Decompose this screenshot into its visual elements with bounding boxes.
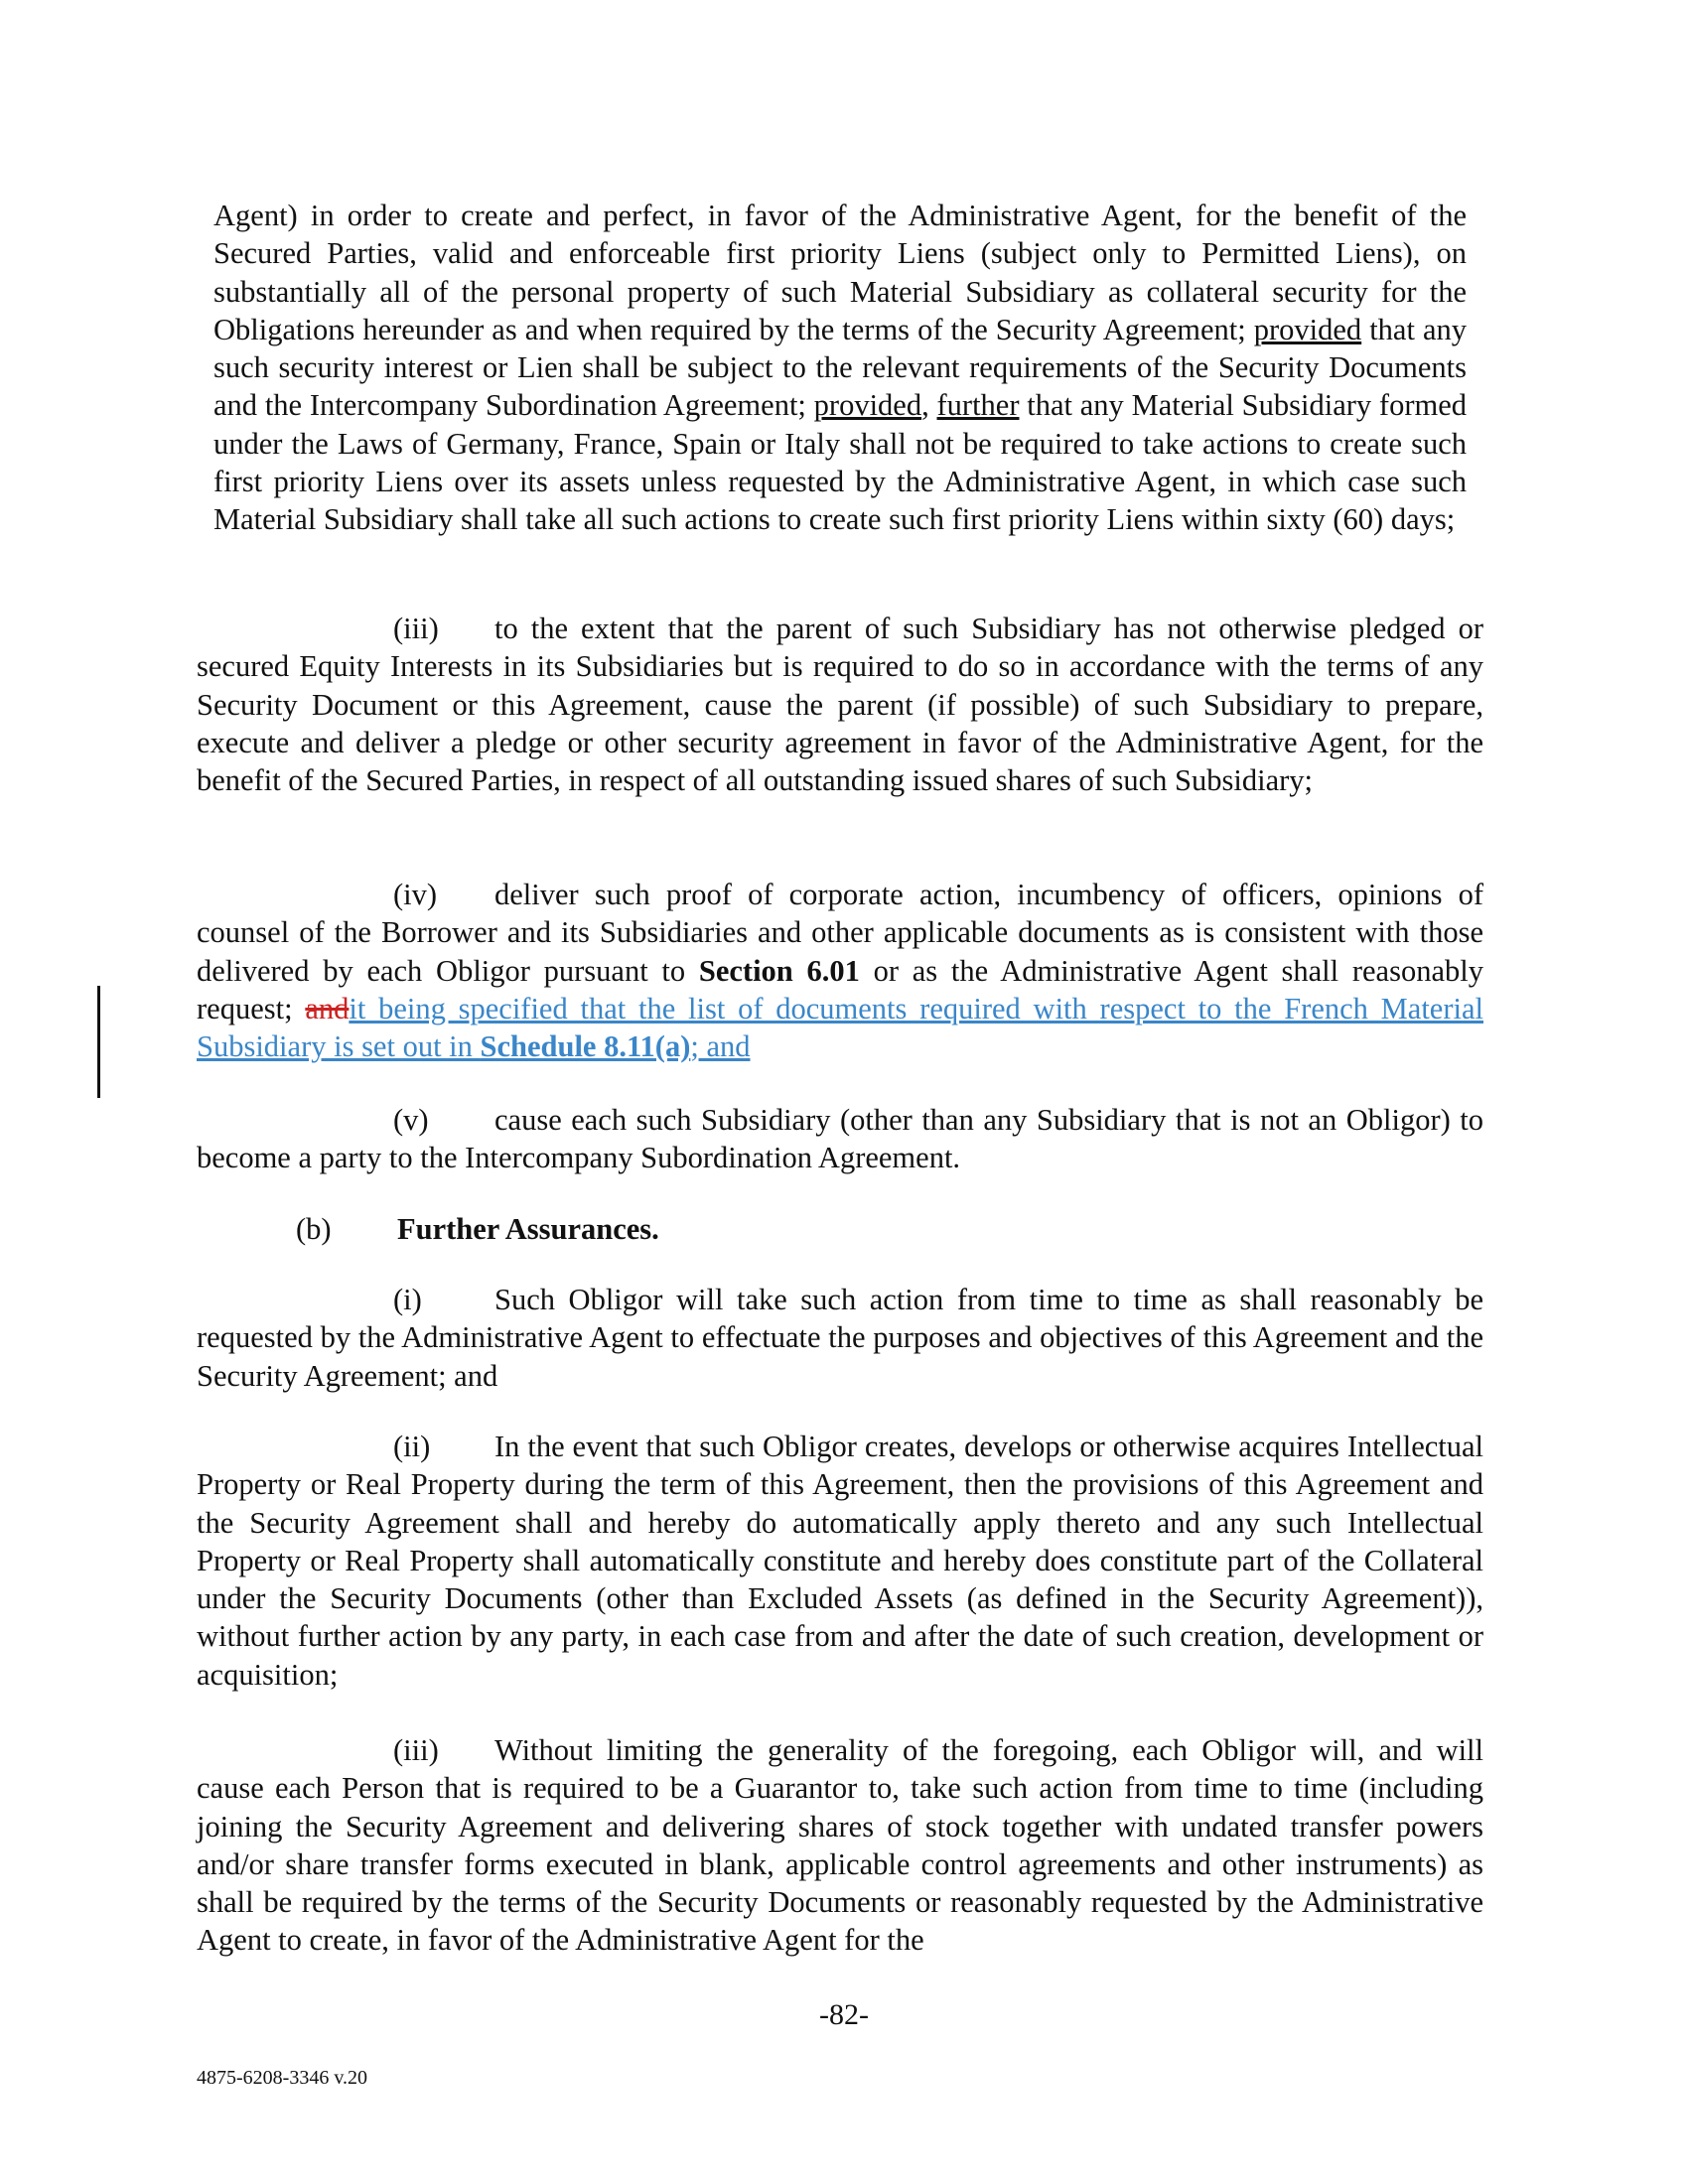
paragraph-b-ii <box>197 1428 1483 1694</box>
p1-text-b: that any such security interest or Lien shall be subject to the relevant requirements of the Security Documents and the Intercompany Subordination Agreement; <box>213 312 1467 423</box>
provided-term-1: provided <box>1253 312 1362 346</box>
deleted-text: and <box>305 991 350 1025</box>
paragraph-continuation <box>213 197 1467 539</box>
clause-text: In the event that such Obligor creates, develops or otherwise acquires Intellectual Property or Real Property during the term of this Agreement, then the provisions of this Agreement and the Security Agreement shall and hereby do automatically apply thereto and any such Intellectual Property or Real Property shall automatically constitute and hereby does constitute part of the Collateral under the Security Documents (other than Excluded Assets (as defined in the Security Agreement)), without further action by any party, in each case from and after the date of such creation, development or acquisition; <box>197 1430 1483 1692</box>
provided-term-2: provided <box>813 388 922 423</box>
clause-number: (iii) <box>393 1733 439 1767</box>
section-number: (b) <box>296 1212 332 1246</box>
change-bar <box>97 986 100 1098</box>
clause-text: cause each such Subsidiary (other than any Subsidiary that is not an Obligor) to become a party to the Intercompany Subordination Agreement. <box>197 1103 1483 1175</box>
clause-text: to the extent that the parent of such Subsidiary has not otherwise pledged or secured Equity Interests in its Subsidiaries but is required to do so in accordance with the terms of any Security Document or this Agreement, cause the parent (if possible) of such Subsidiary to prepare, execute and deliver a pledge or other security agreement in favor of the Administrative Agent, for the benefit of the Secured Parties, in respect of all outstanding issued shares of such Subsidiary; <box>197 612 1483 798</box>
section-b-heading <box>197 1210 1483 1248</box>
clause-text: Such Obligor will take such action from time to time as shall reasonably be requested by the Administrative Agent to effectuate the purposes and objectives of this Agreement and the Security Agreement; and <box>197 1283 1483 1393</box>
inserted-text-b: ; and <box>690 1029 751 1064</box>
clause-number: (i) <box>393 1283 422 1316</box>
clause-number: (iv) <box>393 878 438 911</box>
clause-number: (v) <box>393 1103 429 1137</box>
paragraph-v <box>197 1101 1483 1177</box>
paragraph-iv <box>197 876 1483 1065</box>
section-heading: Further Assurances. <box>397 1212 659 1246</box>
inserted-text-a: it being specified that the list of documents required with respect to the French Material Subsidiary is set out in <box>197 991 1483 1064</box>
page-number: -82- <box>819 1998 869 2031</box>
p1-comma: , <box>921 388 937 423</box>
clause-text-a: deliver such proof of corporate action, incumbency of officers, opinions of counsel of the Borrower and its Subsidiaries and other applicable documents as is consistent with those delivered by each Obligor pursuant to <box>197 878 1483 988</box>
p1-text-a: Agent) in order to create and perfect, in favor of the Administrative Agent, for the benefit of the Secured Parties, valid and enforceable first priority Liens (subject only to Permitted Liens), on substantially all of the personal property of such Material Subsidiary as collateral security for the Obligations hereunder as and when required by the terms of the Security Agreement; <box>213 199 1467 346</box>
clause-number: (iii) <box>393 612 439 645</box>
further-term: further <box>936 388 1020 423</box>
clause-text-b: or as the Administrative Agent shall reasonably request; <box>197 953 1483 1025</box>
document-id: 4875-6208-3346 v.20 <box>197 2067 368 2089</box>
p1-text-c: that any Material Subsidiary formed under the Laws of Germany, France, Spain or Italy shall not be required to take actions to create such first priority Liens over its assets unless requested by the Administrative Agent, in which case such Material Subsidiary shall take all such actions to create such first priority Liens within sixty (60) days; <box>213 388 1467 537</box>
inserted-text <box>197 992 1483 1063</box>
clause-number: (ii) <box>393 1430 431 1463</box>
paragraph-b-iii <box>197 1731 1483 1960</box>
inserted-schedule-reference: Schedule 8.11(a) <box>480 1029 691 1064</box>
clause-text: Without limiting the generality of the foregoing, each Obligor will, and will cause each Person that is required to be a Guarantor to, take such action from time to time (including joining the Security Agreement and delivering shares of stock together with undated transfer powers and/or share transfer forms executed in blank, applicable control agreements and other instruments) as shall be required by the terms of the Security Documents or reasonably requested by the Administrative Agent to create, in favor of the Administrative Agent for the <box>197 1733 1483 1958</box>
paragraph-b-i <box>197 1281 1483 1395</box>
section-reference: Section 6.01 <box>698 953 860 988</box>
paragraph-iii <box>197 610 1483 799</box>
